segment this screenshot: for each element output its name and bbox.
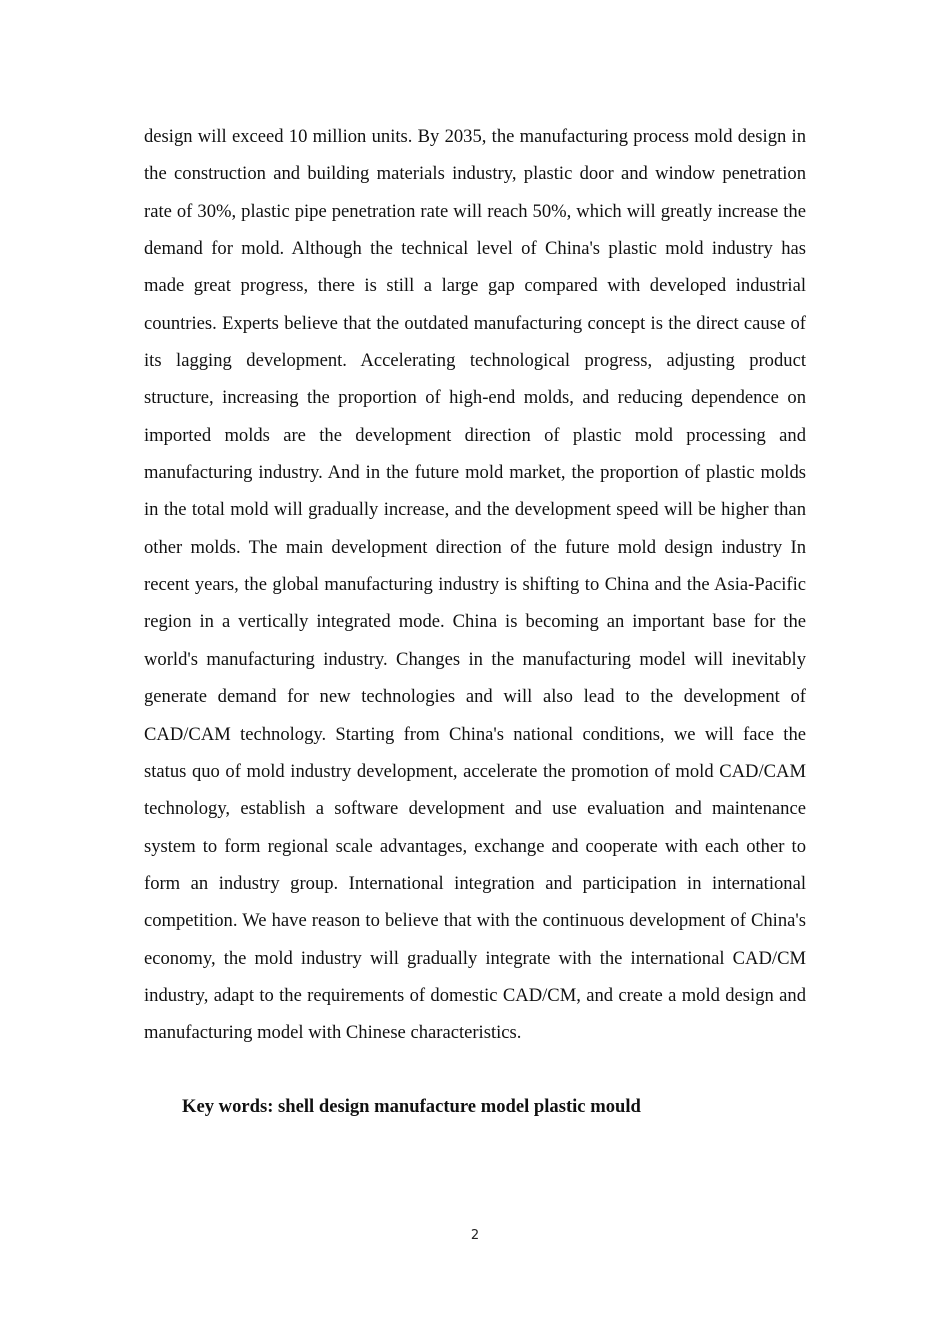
body-paragraph: design will exceed 10 million units. By 2035, the manufacturing process mold design in the construction and building materials industry, plastic door and window penetration rate of 30%, plastic pipe penetration rate will reach 50%, which will greatly increase the demand for mold. Although the technical level of China's plastic mold industry has made great progress, there is still a large gap compared with developed industrial countries. Experts believe that the outdated manufacturing concept is the direct cause of its lagging development. Accelerating technological progress, adjusting product structure, increasing the proportion of high-end molds, and reducing dependence on imported molds are the development direction of plastic mold processing and manufacturing industry. And in the future mold market, the proportion of plastic molds in the total mold will gradually increase, and the development speed will be higher than other molds. The main development direction of the future mold design industry In recent years, the global manufacturing industry is shifting to China and the Asia-Pacific region in a vertically integrated mode. China is becoming an important base for the world's manufacturing industry. Changes in the manufacturing model will inevitably generate demand for new technologies and will also lead to the development of CAD/CAM technology. Starting from China's national conditions, we will face the status quo of mold industry development, accelerate the promotion of mold CAD/CAM technology, establish a software development and use evaluation and maintenance system to form regional scale advantages, exchange and cooperate with each other to form an industry group. International integration and participation in international competition. We have reason to believe that with the continuous development of China's economy, the mold industry will gradually integrate with the international CAD/CM industry, adapt to the requirements of domestic CAD/CM, and create a mold design and manufacturing model with Chinese characteristics. <box>144 126 806 1044</box>
keywords-line: Key words: shell design manufacture model plastic mould <box>182 1096 641 1117</box>
page-number: 2 <box>470 1228 480 1243</box>
